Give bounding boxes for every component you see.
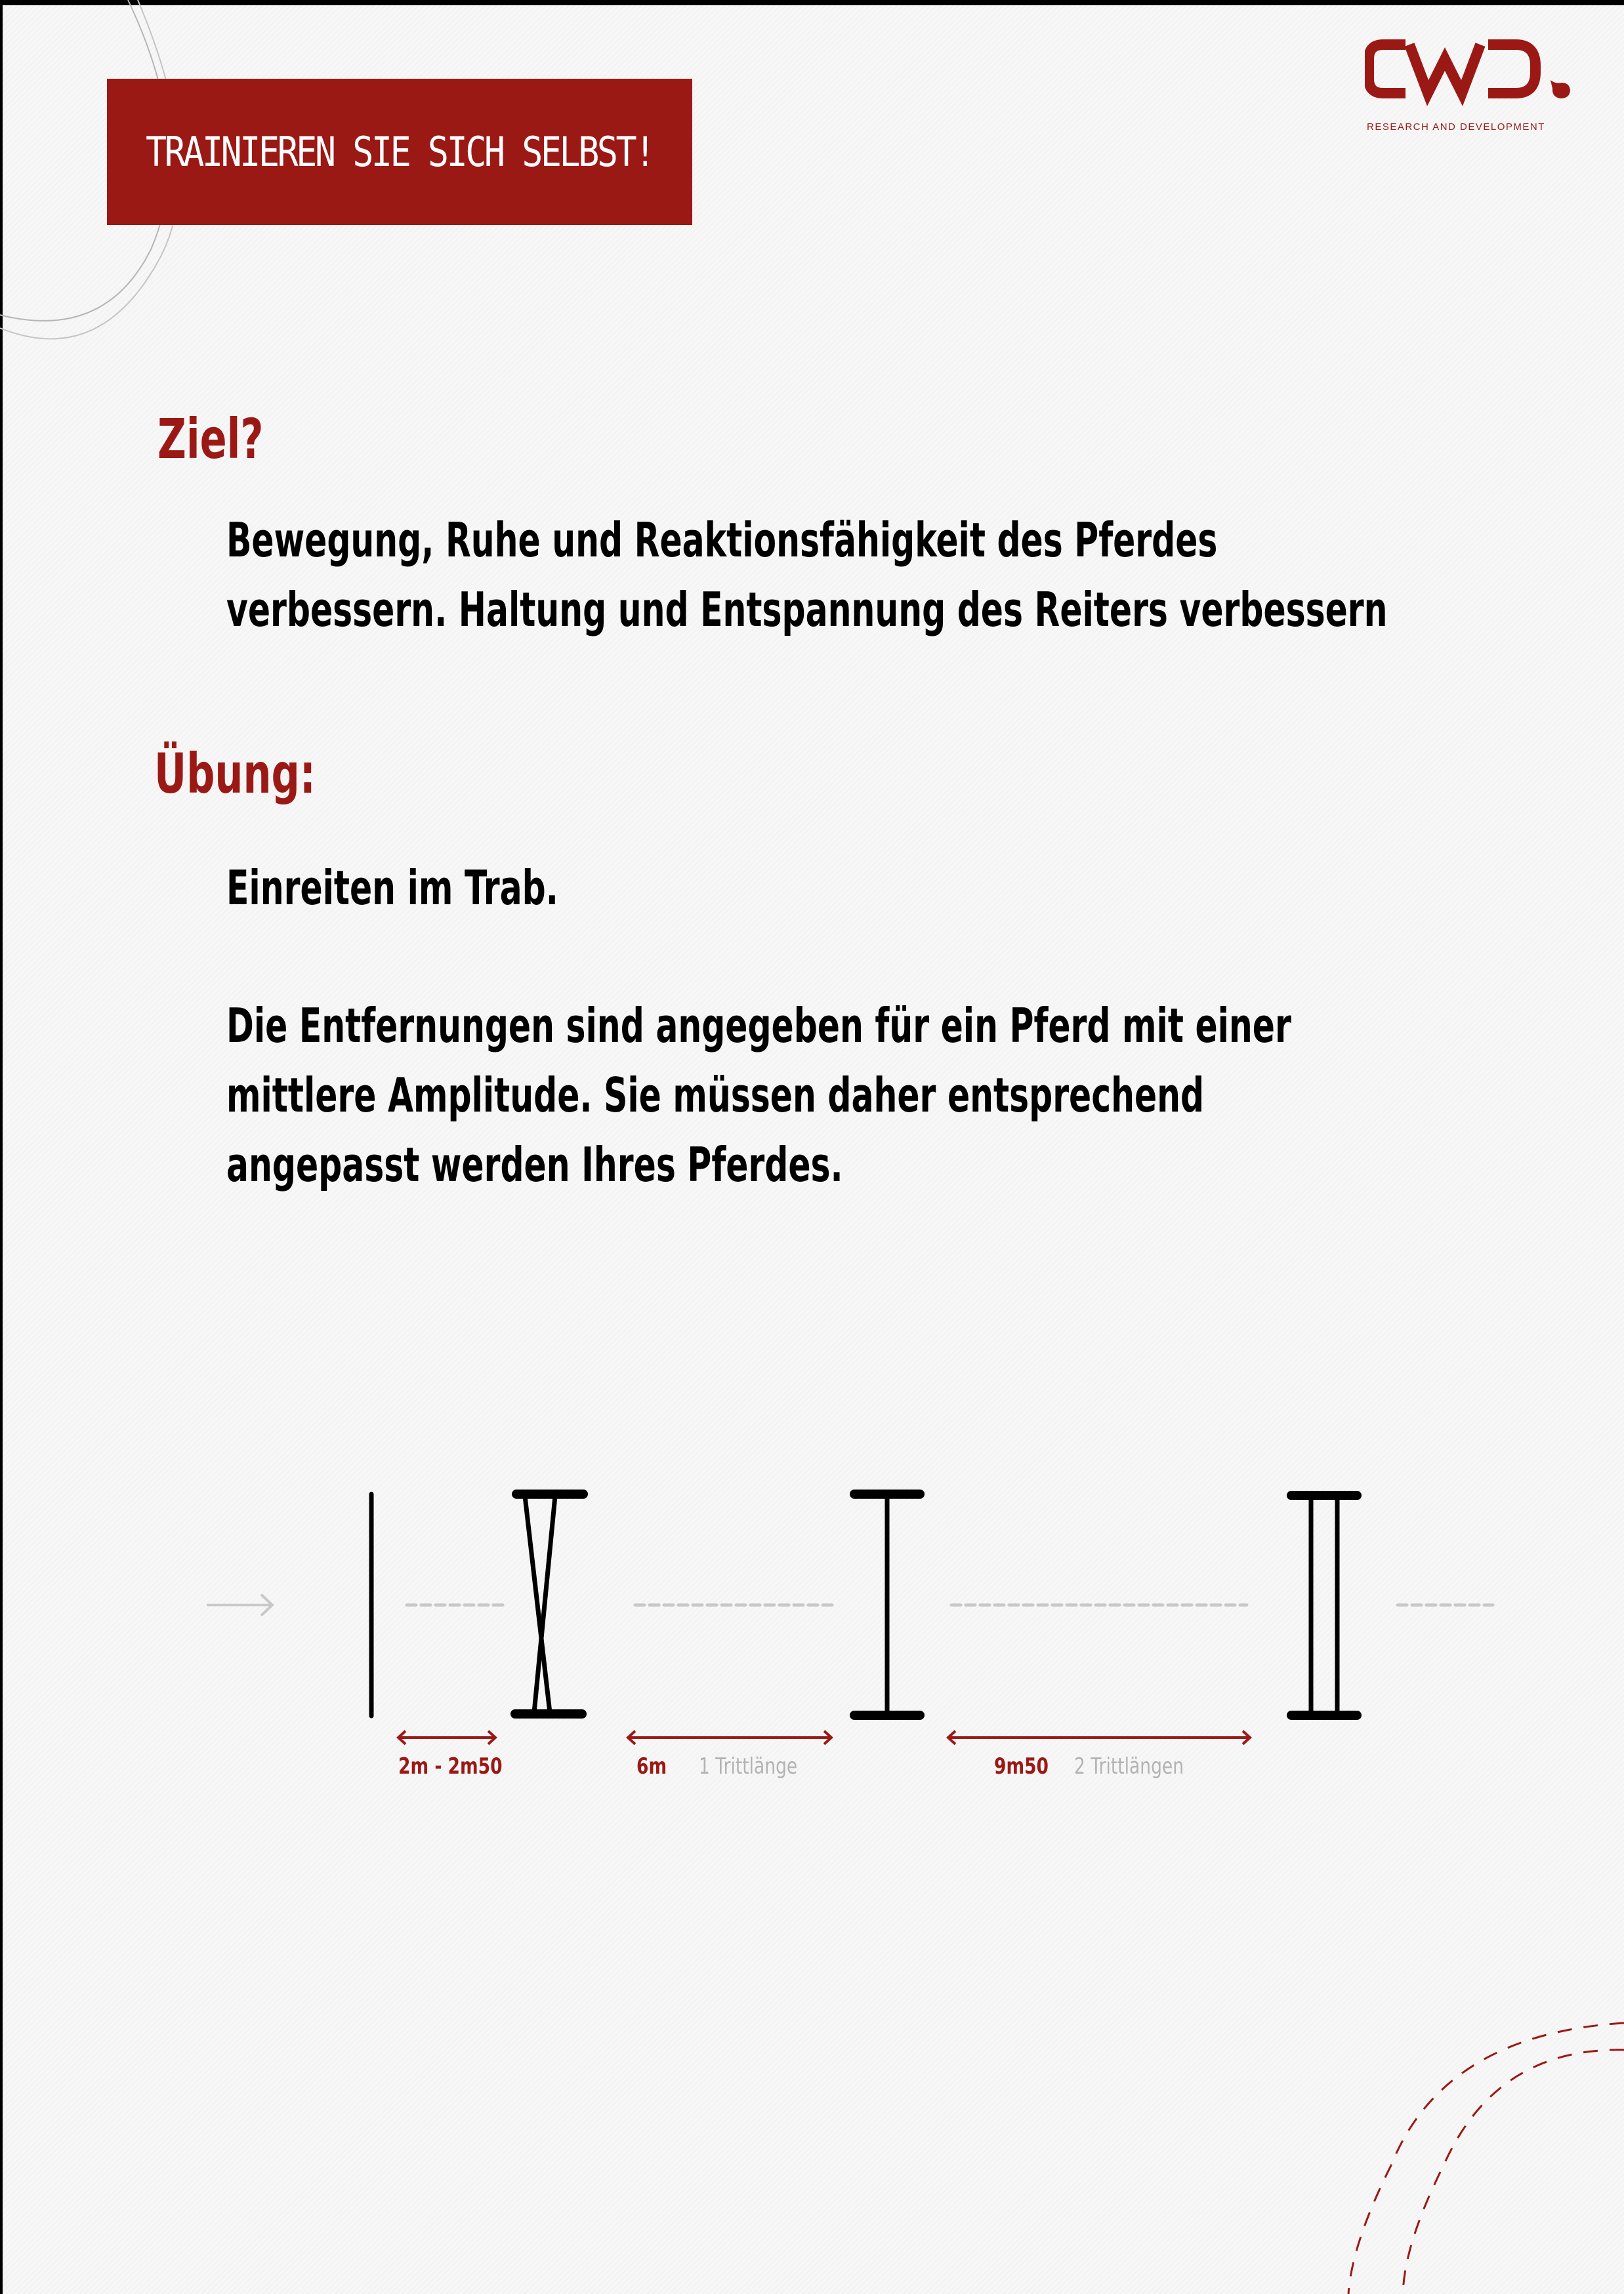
exercise-line-1: Die Entfernungen sind angegeben für ein Pferd mit einer [226,998,1291,1053]
exercise-intro: Einreiten im Trab. [226,860,558,915]
horse-head-icon [1551,80,1570,98]
oxer [1291,1495,1357,1715]
arrow-right-icon [207,1595,272,1616]
goal-heading: Ziel? [157,407,264,471]
distance-label-3: 9m50 [994,1753,1049,1780]
distance-note-3: 2 Trittlängen [1074,1753,1184,1780]
distance-label-2: 6m [636,1753,667,1780]
title-banner [107,79,692,225]
exercise-heading: Übung: [154,741,316,806]
vertical-jump [854,1494,920,1715]
goal-line-2: verbessern. Haltung und Entspannung des Reiters verbessern [226,582,1388,637]
banner-title: TRAINIEREN SIE SICH SELBST! [146,128,654,176]
exercise-line-3: angepasst werden Ihres Pferdes. [226,1137,843,1192]
distance-note-2: 1 Trittlänge [699,1753,798,1780]
distance-label-1: 2m - 2m50 [398,1753,503,1780]
exercise-line-2: mittlere Amplitude. Sie müssen daher entsprechend [226,1068,1205,1123]
distance-arrows [398,1731,1250,1744]
logo-tagline: RESEARCH AND DEVELOPMENT [1367,121,1545,133]
goal-line-1: Bewegung, Ruhe und Reaktionsfähigkeit des Pferdes [226,512,1218,568]
dashed-arc-inner [1403,2050,1624,2294]
cross-pole [515,1494,583,1714]
dashed-arc-outer [1348,2023,1624,2294]
pole-course-diagram [0,1444,1624,1811]
